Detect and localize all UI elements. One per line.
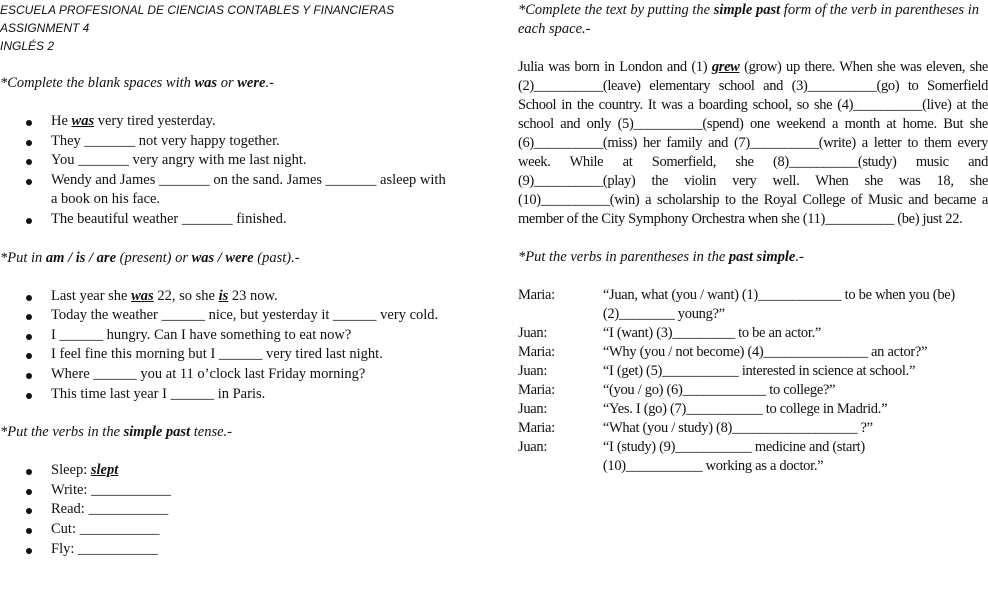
speaker: Maria:: [518, 287, 555, 303]
dialogue-line: “I (get) (5)___________ interested in science at school.”: [602, 363, 916, 379]
list-item: Read: ___________: [0, 500, 480, 520]
speaker: Juan:: [518, 439, 548, 455]
document-header: [0, 0, 480, 55]
example-answer: was: [71, 113, 95, 129]
list-item: Today the weather ______ nice, but yesterday it ______ very cold.: [0, 306, 480, 326]
list-item: Where ______ you at 11 o’clock last Friday morning?: [0, 365, 480, 385]
example-answer: was: [131, 287, 154, 304]
julia-paragraph: Julia was born in London and (1) grew (grow) up there. When she was eleven, she (2)__________(leave) elementary school and (3)__________(go) to Somerfield School in the country. It was a boarding school, so she (4)__________(live) at the school and only (5)__________(spend) one weekend a month at home. But she (6)__________(miss) her family and (7)__________(write) a letter to them every week. While at Somerfield, she (8)__________(study) music and (9)__________(play) the violin very well. When she was 18, she (10)__________(win) a scholarship to the Royal College of Music and became a member of the City Symphony Orchestra when she (11)__________ (be) just 22.: [518, 59, 988, 227]
section3-instructions: *Put the verbs in the simple past tense.-: [0, 424, 232, 441]
dialogue-row: [518, 381, 988, 400]
section2-list: [0, 287, 480, 405]
list-item: Cut: ___________: [0, 520, 480, 540]
section1-instructions: *Complete the blank spaces with was or were.-: [0, 75, 274, 91]
section5-instructions: *Put the verbs in parentheses in the past simple.-: [518, 249, 804, 265]
section4-instructions: *Complete the text by putting the simple past form of the verb in parentheses in each space.-: [518, 2, 979, 37]
right-column: [518, 0, 988, 476]
course-name: INGLÉS 2: [0, 39, 55, 53]
section3-list: [0, 461, 480, 559]
assignment-title: ASSIGNMENT 4: [0, 21, 90, 35]
list-item: You _______ very angry with me last night.: [0, 151, 480, 171]
dialogue-line: “(you / go) (6)____________ to college?”: [602, 382, 836, 398]
speaker: Maria:: [518, 420, 555, 436]
list-item: He was very tired yesterday.: [0, 112, 480, 132]
dialogue-line: “Juan, what (you / want) (1)____________ to be when you (be) (2)________ young?”: [602, 287, 955, 322]
list-item: Fly: ___________: [0, 540, 480, 560]
dialogue-line: “I (want) (3)_________ to be an actor.”: [602, 325, 822, 341]
list-item: This time last year I ______ in Paris.: [0, 385, 480, 405]
list-item: Last year she was 22, so she is 23 now.: [0, 287, 480, 307]
list-item: The beautiful weather _______ finished.: [0, 210, 480, 230]
dialogue-row: [518, 419, 988, 438]
speaker: Maria:: [518, 382, 555, 398]
speaker: Juan:: [518, 401, 548, 417]
dialogue-row: [518, 400, 988, 419]
speaker: Juan:: [518, 363, 548, 379]
speaker: Maria:: [518, 344, 555, 360]
list-item: They _______ not very happy together.: [0, 132, 480, 152]
dialogue-row: [518, 362, 988, 381]
list-item: I ______ hungry. Can I have something to eat now?: [0, 326, 480, 346]
left-column: [0, 0, 480, 559]
section1-list: [0, 112, 480, 230]
list-item: Write: ___________: [0, 481, 480, 501]
dialogue-row: [518, 343, 988, 362]
dialogue-table: [518, 286, 988, 476]
dialogue-line: “Yes. I (go) (7)___________ to college in Madrid.”: [602, 401, 888, 417]
dialogue-row: [518, 438, 988, 476]
list-item: I feel fine this morning but I ______ very tired last night.: [0, 345, 480, 365]
example-answer: grew: [711, 59, 740, 75]
dialogue-row: [518, 286, 988, 324]
speaker: Juan:: [518, 325, 548, 341]
dialogue-line: “I (study) (9)___________ medicine and (start) (10)___________ working as a doctor.”: [602, 439, 865, 474]
example-answer: is: [218, 287, 229, 304]
list-item: Sleep: slept: [0, 461, 480, 481]
example-answer: slept: [90, 462, 119, 479]
list-item: Wendy and James _______ on the sand. James _______ asleep with a book on his face.: [0, 171, 480, 210]
dialogue-line: “Why (you / not become) (4)_______________ an actor?”: [602, 344, 928, 360]
dialogue-line: “What (you / study) (8)__________________ ?”: [602, 420, 873, 436]
section2-instructions: *Put in am / is / are (present) or was / were (past).-: [0, 249, 300, 266]
dialogue-row: [518, 324, 988, 343]
school-name: ESCUELA PROFESIONAL DE CIENCIAS CONTABLES Y FINANCIERAS: [0, 3, 395, 17]
